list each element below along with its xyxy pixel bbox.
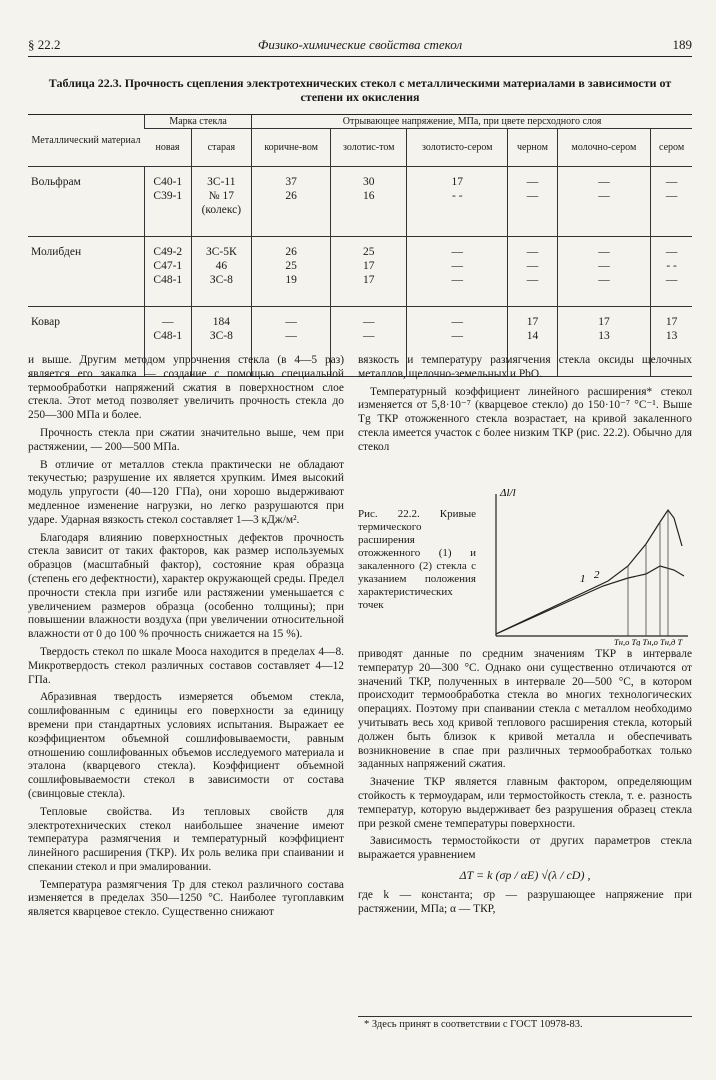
right-column-bottom xyxy=(358,648,692,920)
stress-value-cell: 17 - - xyxy=(407,167,508,237)
curve-1-label: 1 xyxy=(580,573,586,585)
expansion-curves xyxy=(478,486,692,646)
left-column xyxy=(28,354,344,924)
paragraph: Прочность стекла при сжатии значительно выше, чем при растяжении, — 200—500 МПа. xyxy=(28,426,344,453)
stress-value-cell: — — xyxy=(407,307,508,377)
brand-new-cell: — С48-1 xyxy=(145,307,192,377)
stress-value-cell: 37 26 xyxy=(252,167,331,237)
header-color: молочно-сером xyxy=(557,129,651,167)
stress-value-cell: 17 14 xyxy=(508,307,557,377)
stress-value-cell: 26 25 19 xyxy=(252,237,331,307)
figure-22-2 xyxy=(358,486,692,646)
table-caption xyxy=(40,76,680,104)
stress-value-cell: — - - — xyxy=(651,237,692,307)
header-color: сером xyxy=(651,129,692,167)
curve-2-label: 2 xyxy=(594,569,600,581)
header-stress: Отрывающее напряжение, МПа, при цвете персходного слоя xyxy=(252,115,692,129)
table-label: Таблица 22.3. xyxy=(48,76,122,90)
stress-value-cell: — — xyxy=(508,167,557,237)
figure-caption: Рис. 22.2. Кривые термического расширения отожженного (1) и закаленного (2) стекла с указанием положения характеристических точек xyxy=(358,508,476,611)
paragraph: Благодаря влиянию поверхностных дефектов прочность стекла зависит от таких факторов, как размер используемых образцов (масштабный фактор), состояние края образца (степень его дефектности), характер окружающей среды. Предел прочности стекла при изгибе или растяжении уменьшается с увеличением размеров образца (особенно толщины); при повышении влажности воздуха (при увеличении относительной влажности от 0 до 100 % прочность снижается на 15 %). xyxy=(28,531,344,641)
paragraph: В отличие от металлов стекла практически не обладают текучестью; разрушение их является хрупким. Имея высокий модуль упругости (40—120 ГПа), они хорошо выдерживают медленное изменение нагрузки, но легко разрушаются при ударе. Ударная вязкость стекол составляет 1—3 кДж/м². xyxy=(28,458,344,526)
paragraph: Температурный коэффициент линейного расширения* стекол изменяется от 5,8·10⁻⁷ (кварцевое стекло) до 150·10⁻⁷ °С⁻¹. Выше Tg ТКР отожженного стекла возрастает, на кривой закаленного стекла имеется участок с более низким ТКР (рис. 22.2). Обычно для стекол xyxy=(358,385,692,453)
curve-annealed xyxy=(496,510,682,634)
paragraph: Зависимость термостойкости от других параметров стекла выражается уравнением xyxy=(358,835,692,862)
header-color: коричне-вом xyxy=(252,129,331,167)
paragraph: и выше. Другим методом упрочнения стекла (в 4—5 раз) является его закалка — создание с помощью специальной термообработки напряжений сжатия в поверхностном слое стекла. Этот метод позволяет увеличить прочность стекла до 250—300 МПа и более. xyxy=(28,354,344,422)
table-row xyxy=(28,237,692,307)
brand-old-cell: ЗС-5К 46 ЗС-8 xyxy=(191,237,252,307)
paragraph: Твердость стекол по шкале Мооса находится в пределах 4—8. Микротвердость стекол различных составов составляет 4—12 ГПа. xyxy=(28,645,344,686)
stress-value-cell: 17 13 xyxy=(557,307,651,377)
thermal-shock-formula: ΔT = k (σp / αE) √(λ / cD) , xyxy=(459,867,591,882)
footnote: * Здесь принят в соответствии с ГОСТ 10978-83. xyxy=(358,1016,692,1030)
stress-value-cell: — — — xyxy=(557,237,651,307)
paragraph: Температура размягчения Tр для стекол различного состава изменяется в пределах 350—1250 °С. Наиболее тугоплавким является кварцевое стекло. Существенно снижают xyxy=(28,878,344,919)
stress-value-cell: 30 16 xyxy=(331,167,407,237)
stress-value-cell: 17 13 xyxy=(651,307,692,377)
header-color: черном xyxy=(508,129,557,167)
header-new: новая xyxy=(145,129,192,167)
material-cell: Вольфрам xyxy=(28,167,145,237)
stress-value-cell: — — xyxy=(651,167,692,237)
adhesion-table xyxy=(28,114,692,377)
header-brand: Марка стекла xyxy=(145,115,252,129)
header-old: старая xyxy=(191,129,252,167)
table-row xyxy=(28,167,692,237)
stress-value-cell: — — xyxy=(331,307,407,377)
table-title: Прочность сцепления электротехнических стекол с металлическими материалами в зависимости от степени их окисления xyxy=(124,76,672,104)
running-header xyxy=(28,36,692,57)
brand-old-cell: ЗС-11 № 17 (колекс) xyxy=(191,167,252,237)
x-axis-label: Tн,о Tg Tн,о Tн,д T xyxy=(614,637,683,646)
stress-value-cell: 25 17 17 xyxy=(331,237,407,307)
stress-value-cell: — — xyxy=(252,307,331,377)
header-material: Металлический материал xyxy=(28,115,145,167)
curve-quenched xyxy=(496,566,684,634)
paragraph: Абразивная твердость измеряется объемом стекла, сошлифованным с единицы его поверхности за единицу времени при стандартных условиях испытания. Выражает ее коэффициентом объемной сошлифовываемости, равным отношению сошлифованных объемов исследуемого материала и эталона (кварцевого стекла). Коэффициент объемной сошлифовываемости стекол в зависимости от состава (свинцовые стекла). xyxy=(28,691,344,800)
paragraph: приводят данные по средним значениям ТКР в интервале температур 20—300 °С. Однако они существенно отличаются от значений ТКР, полученных в интервале 20—500 °С, в котором происходит термообработка стекла во многих технологических операциях. Поэтому при спаивании стекла с металлом необходимо учитывать весь ход кривой теплового расширения стекла, который должен быть близок к кривой металла и обеспечивать возникновение в спае при различных термообработках только заданных напряжений сжатия. xyxy=(358,648,692,771)
paragraph: вязкость и температуру размягчения стекла оксиды щелочных металлов, щелочно-земельных и PbO. xyxy=(358,354,692,380)
material-cell: Молибден xyxy=(28,237,145,307)
brand-new-cell: С40-1 С39-1 xyxy=(145,167,192,237)
page-number: 189 xyxy=(672,37,692,52)
stress-value-cell: — — — xyxy=(407,237,508,307)
right-column-top xyxy=(358,354,692,459)
material-cell: Ковар xyxy=(28,307,145,377)
formula-explanation: где k — константа; σp — разрушающее напряжение при растяжении, МПа; α — ТКР, xyxy=(358,888,692,915)
brand-old-cell: 184 ЗС-8 xyxy=(191,307,252,377)
header-color: золотис-том xyxy=(331,129,407,167)
running-title: Физико-химические свойства стекол xyxy=(257,37,463,52)
section-number: § 22.2 xyxy=(28,37,61,52)
brand-new-cell: С49-2 С47-1 С48-1 xyxy=(145,237,192,307)
paragraph: Значение ТКР является главным фактором, определяющим стойкость к термоударам, или термостойкость стекла, т. е. разность температур, которую выдерживает без разрушения образец стекла при резкой смене температуры поверхности. xyxy=(358,776,692,830)
stress-value-cell: — — — xyxy=(508,237,557,307)
header-color: золотисто-сером xyxy=(407,129,508,167)
y-axis-label: Δl/l xyxy=(500,487,516,499)
paragraph: Тепловые свойства. Из тепловых свойств для электротехнических стекол наибольшее значение имеют температура размягчения и температурный коэффициент линейного расширения (ТКР). Их роль велика при спаивании и спекании стекол и при эмалировании. xyxy=(28,805,344,873)
stress-value-cell: — — xyxy=(557,167,651,237)
